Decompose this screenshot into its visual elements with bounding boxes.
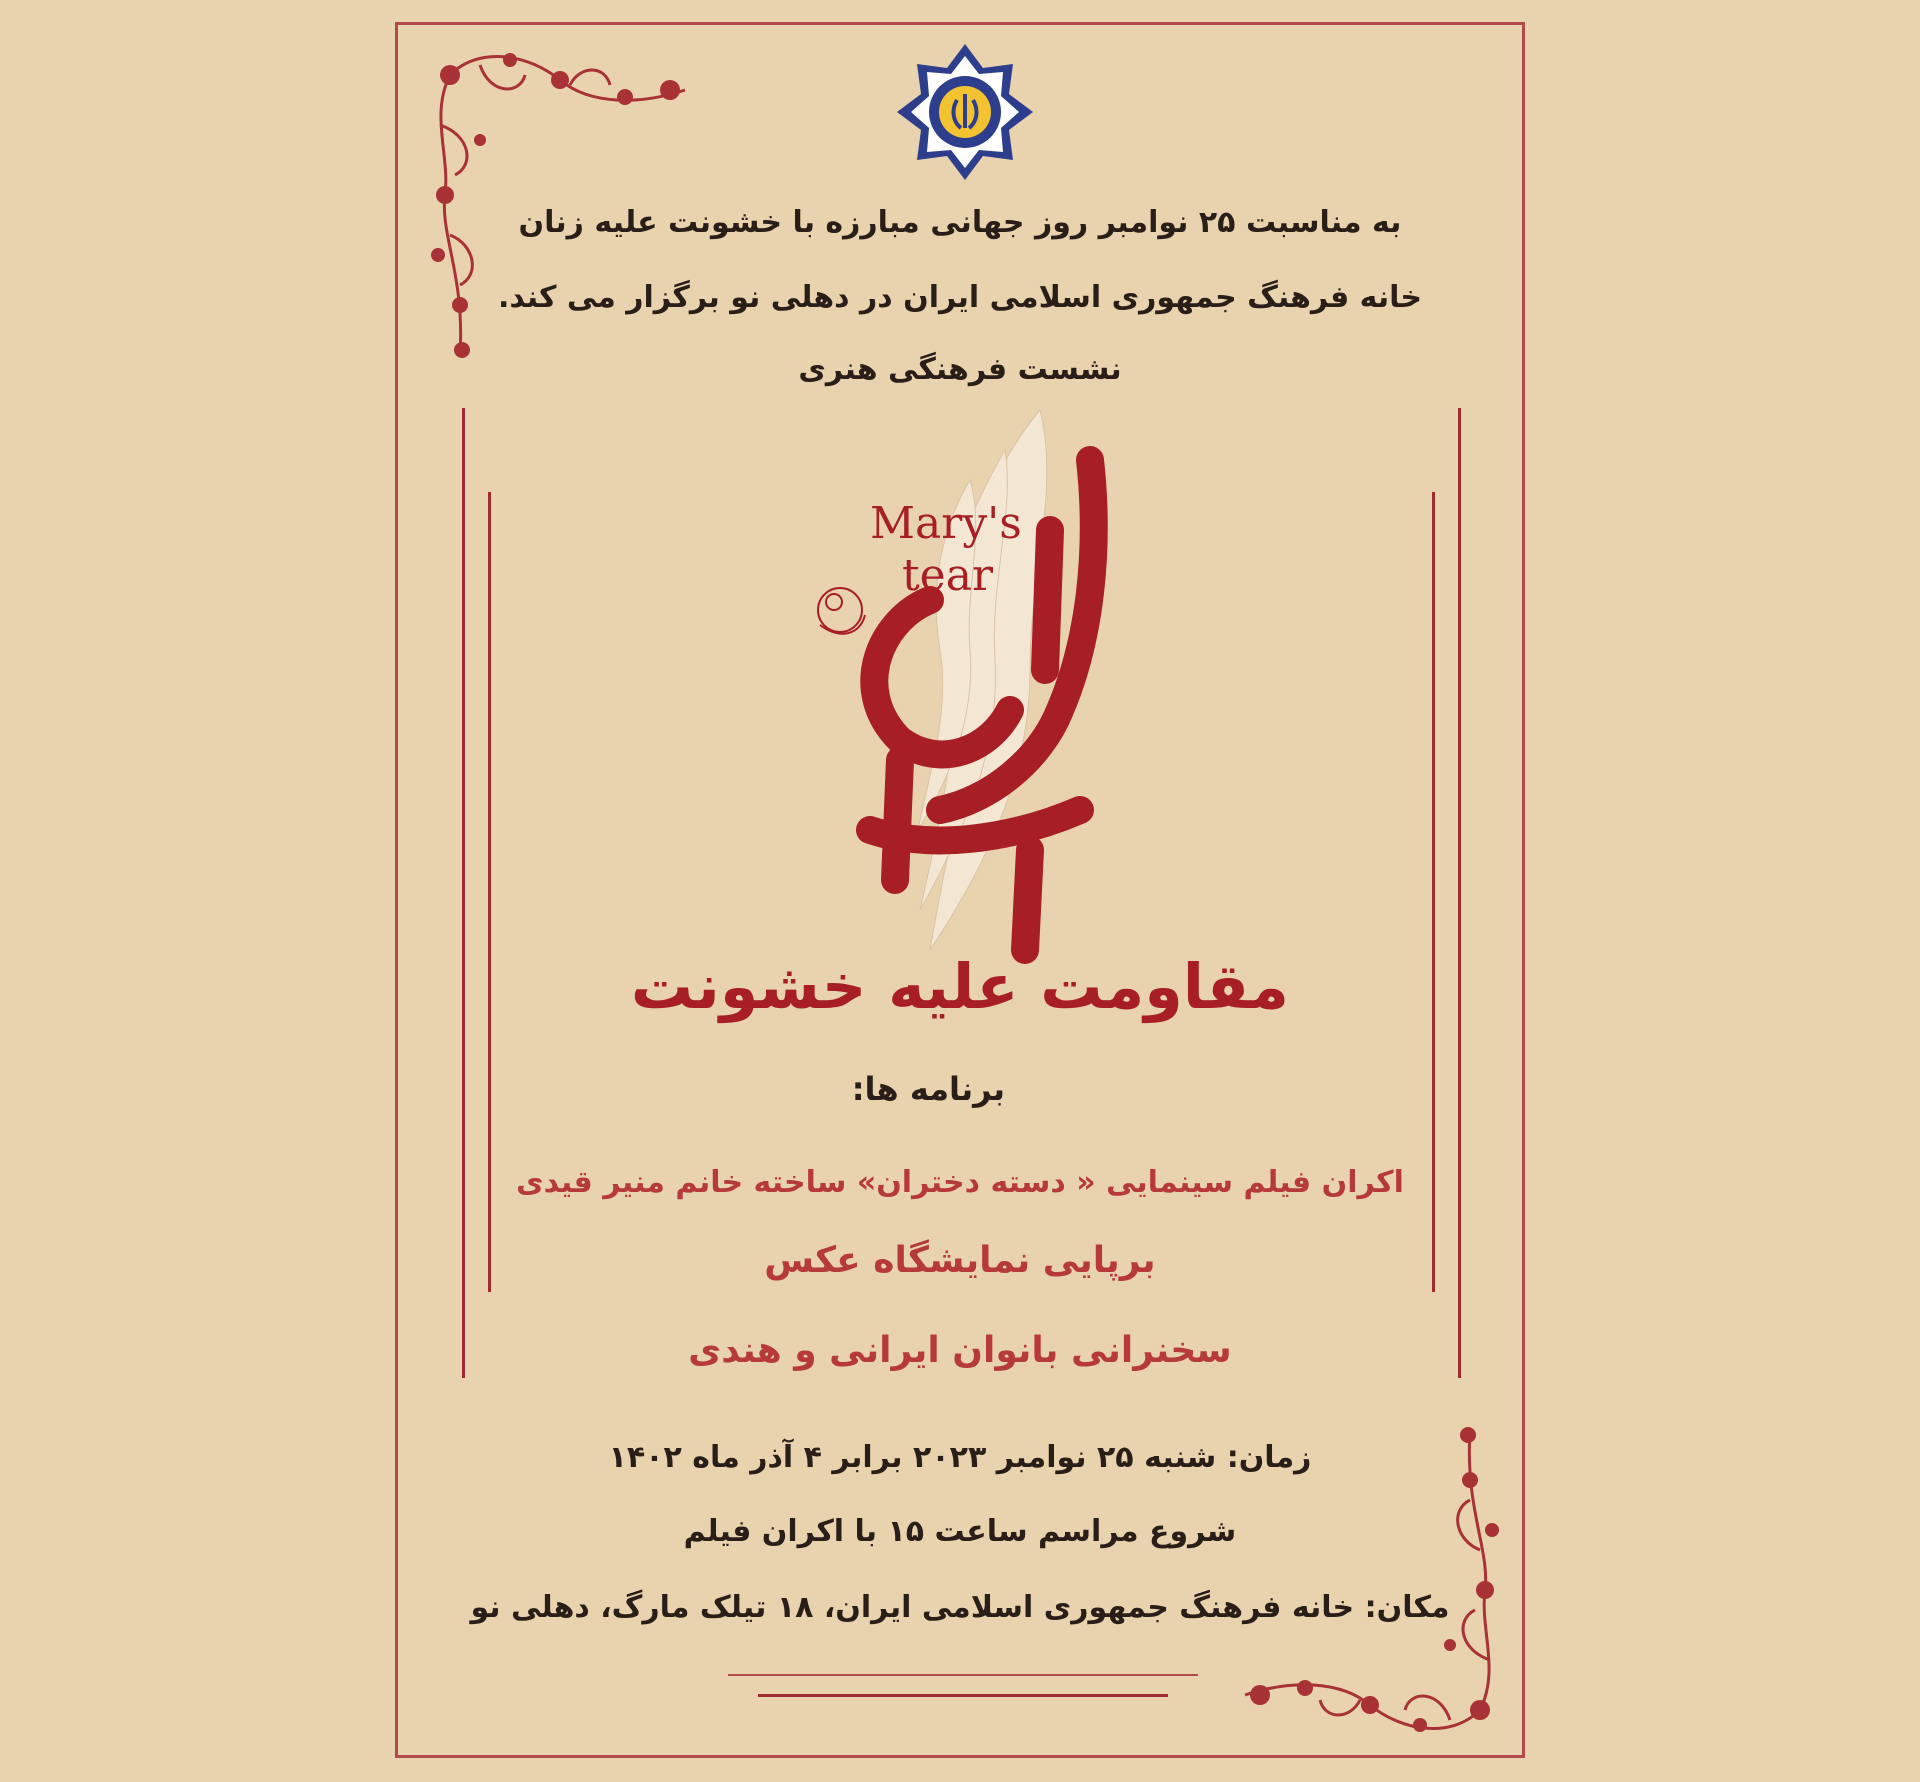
floral-corner-top-left-icon [420,35,700,365]
program-item-film: اکران فیلم سینمایی « دسته دختران» ساخته خانم منیر قیدی [516,1165,1404,1200]
event-heading: مقاومت علیه خشونت [630,950,1290,1023]
right-outer-rule [1458,408,1461,1378]
event-place: مکان: خانه فرهنگ جمهوری اسلامی ایران، ۱۸ تیلک مارگ، دهلی نو [470,1590,1450,1625]
left-outer-rule [462,408,465,1378]
logo-english-tear: tear [902,550,993,601]
intro-line-occasion: به مناسبت ۲۵ نوامبر روز جهانی مبارزه با خشونت علیه زنان [518,205,1402,240]
marys-tear-logo [790,410,1150,970]
cultural-center-emblem-icon [895,42,1035,182]
bottom-divider-bottom [758,1694,1168,1697]
event-start: شروع مراسم ساعت ۱۵ با اکران فیلم [683,1514,1237,1549]
intro-line-host: خانه فرهنگ جمهوری اسلامی ایران در دهلی نو برگزار می کند. [497,280,1423,315]
intro-line-event-type: نشست فرهنگی هنری [798,352,1122,387]
program-item-photo-exhibition: برپایی نمایشگاه عکس [764,1240,1156,1281]
event-time: زمان: شنبه ۲۵ نوامبر ۲۰۲۳ برابر ۴ آذر ماه ۱۴۰۲ [608,1440,1312,1475]
wing-feathers-icon [790,410,1150,970]
program-item-speeches: سخنرانی بانوان ایرانی و هندی [688,1330,1232,1371]
programs-label: برنامه ها: [851,1070,1005,1108]
bottom-divider-top [728,1674,1198,1676]
logo-english-marys: Mary's [870,498,1022,549]
